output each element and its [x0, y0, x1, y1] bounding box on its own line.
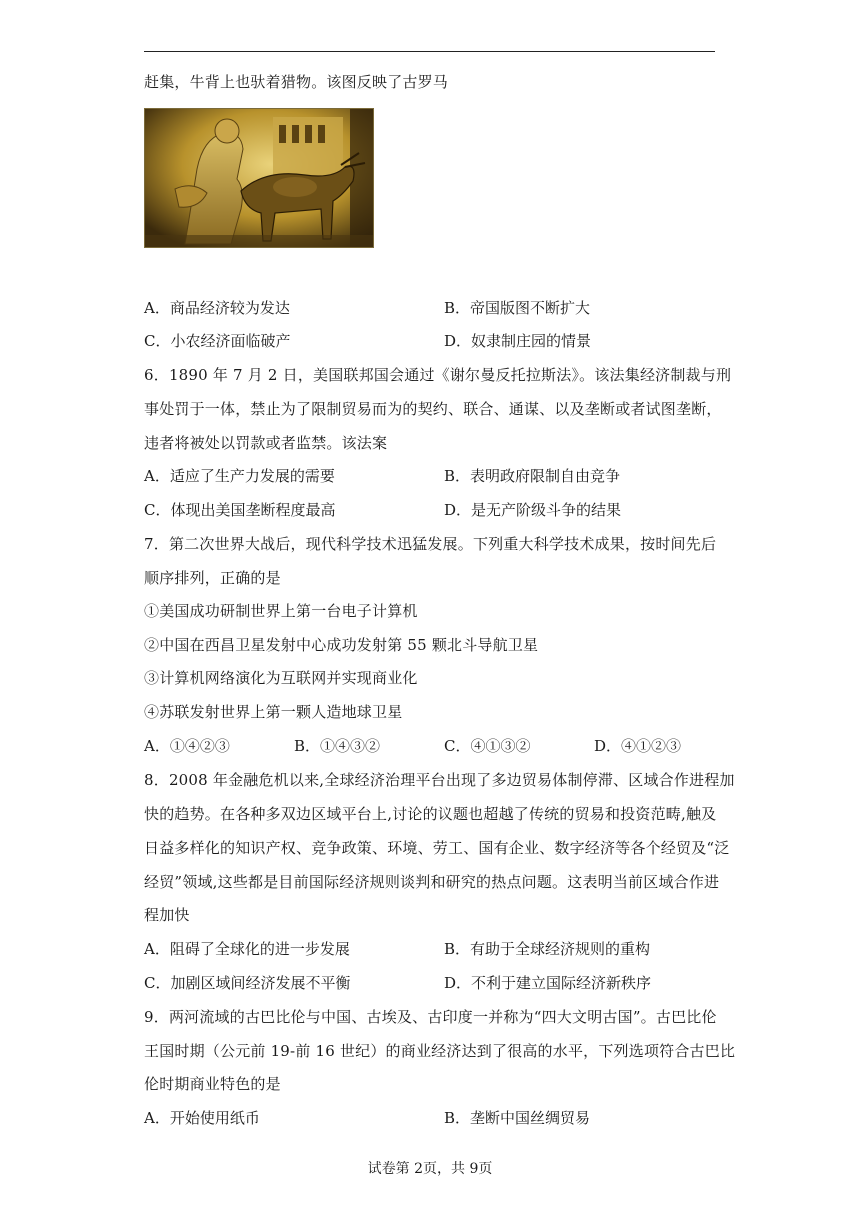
q8-stem-line-4: 经贸”领域,这些都是目前国际经济规则谈判和研究的热点问题。这表明当前区域合作进: [144, 873, 720, 891]
q7-item-1: ①美国成功研制世界上第一台电子计算机: [144, 602, 418, 620]
q8-stem-line-3: 日益多样化的知识产权、竞争政策、环境、劳工、国有企业、数字经济等各个经贸及“泛: [144, 839, 730, 857]
q7-stem-line-1: 7．第二次世界大战后，现代科学技术迅猛发展。下列重大科学技术成果，按时间先后: [144, 535, 717, 553]
q8-stem-line-5: 程加快: [144, 906, 190, 924]
roman-relief-farmer-with-ox-icon: [145, 109, 373, 247]
q5-option-c[interactable]: C．小农经济面临破产: [144, 332, 291, 350]
q9-stem-line-1: 9．两河流域的古巴比伦与中国、古埃及、古印度一并称为“四大文明古国”。古巴比伦: [144, 1008, 717, 1026]
q6-option-b[interactable]: B．表明政府限制自由竞争: [444, 467, 621, 485]
q7-option-b[interactable]: B．①④③②: [294, 737, 381, 755]
q6-stem-line-3: 违者将被处以罚款或者监禁。该法案: [144, 434, 388, 452]
q5-option-a[interactable]: A．商品经济较为发达: [144, 299, 290, 317]
q7-option-d[interactable]: D．④①②③: [594, 737, 682, 755]
page-footer: 试卷第 2页，共 9页: [367, 1161, 493, 1177]
q9-option-b[interactable]: B．垄断中国丝绸贸易: [444, 1109, 591, 1127]
q8-stem-line-1: 8．2008 年金融危机以来,全球经济治理平台出现了多边贸易体制停滞、区域合作进程加: [144, 771, 735, 789]
q8-option-a[interactable]: A．阻碍了全球化的进一步发展: [144, 940, 350, 958]
roman-relief-image: [144, 108, 374, 248]
q8-option-c[interactable]: C．加剧区域间经济发展不平衡: [144, 974, 351, 992]
q5-option-b[interactable]: B．帝国版图不断扩大: [444, 299, 591, 317]
q9-stem-line-3: 伦时期商业特色的是: [144, 1075, 281, 1093]
q7-option-c[interactable]: C．④①③②: [444, 737, 531, 755]
q7-item-4: ④苏联发射世界上第一颗人造地球卫星: [144, 703, 403, 721]
q8-stem-line-2: 快的趋势。在各种多双边区域平台上,讨论的议题也超越了传统的贸易和投资范畴,触及: [144, 805, 717, 823]
q7-stem-line-2: 顺序排列，正确的是: [144, 569, 281, 587]
q6-stem-line-2: 事处罚于一体，禁止为了限制贸易而为的契约、联合、通谋、以及垄断或者试图垄断，: [144, 400, 722, 418]
q9-stem-line-2: 王国时期（公元前 19-前 16 世纪）的商业经济达到了很高的水平，下列选项符合古巴比: [144, 1042, 736, 1060]
q6-stem-line-1: 6．1890 年 7 月 2 日，美国联邦国会通过《谢尔曼反托拉斯法》。该法集经济制裁与刑: [144, 366, 732, 384]
q7-option-a[interactable]: A．①④②③: [144, 737, 230, 755]
q5-stem-tail: 赶集，牛背上也驮着猎物。该图反映了古罗马: [144, 73, 449, 91]
q6-option-c[interactable]: C．体现出美国垄断程度最高: [144, 501, 336, 519]
header-rule: [144, 51, 715, 52]
q6-option-a[interactable]: A．适应了生产力发展的需要: [144, 467, 335, 485]
q9-option-a[interactable]: A．开始使用纸币: [144, 1109, 260, 1127]
q5-option-d[interactable]: D．奴隶制庄园的情景: [444, 332, 592, 350]
q8-option-d[interactable]: D．不利于建立国际经济新秩序: [444, 974, 652, 992]
q8-option-b[interactable]: B．有助于全球经济规则的重构: [444, 940, 651, 958]
q7-item-3: ③计算机网络演化为互联网并实现商业化: [144, 669, 418, 687]
q6-option-d[interactable]: D．是无产阶级斗争的结果: [444, 501, 622, 519]
q7-item-2: ②中国在西昌卫星发射中心成功发射第 55 颗北斗导航卫星: [144, 636, 539, 654]
